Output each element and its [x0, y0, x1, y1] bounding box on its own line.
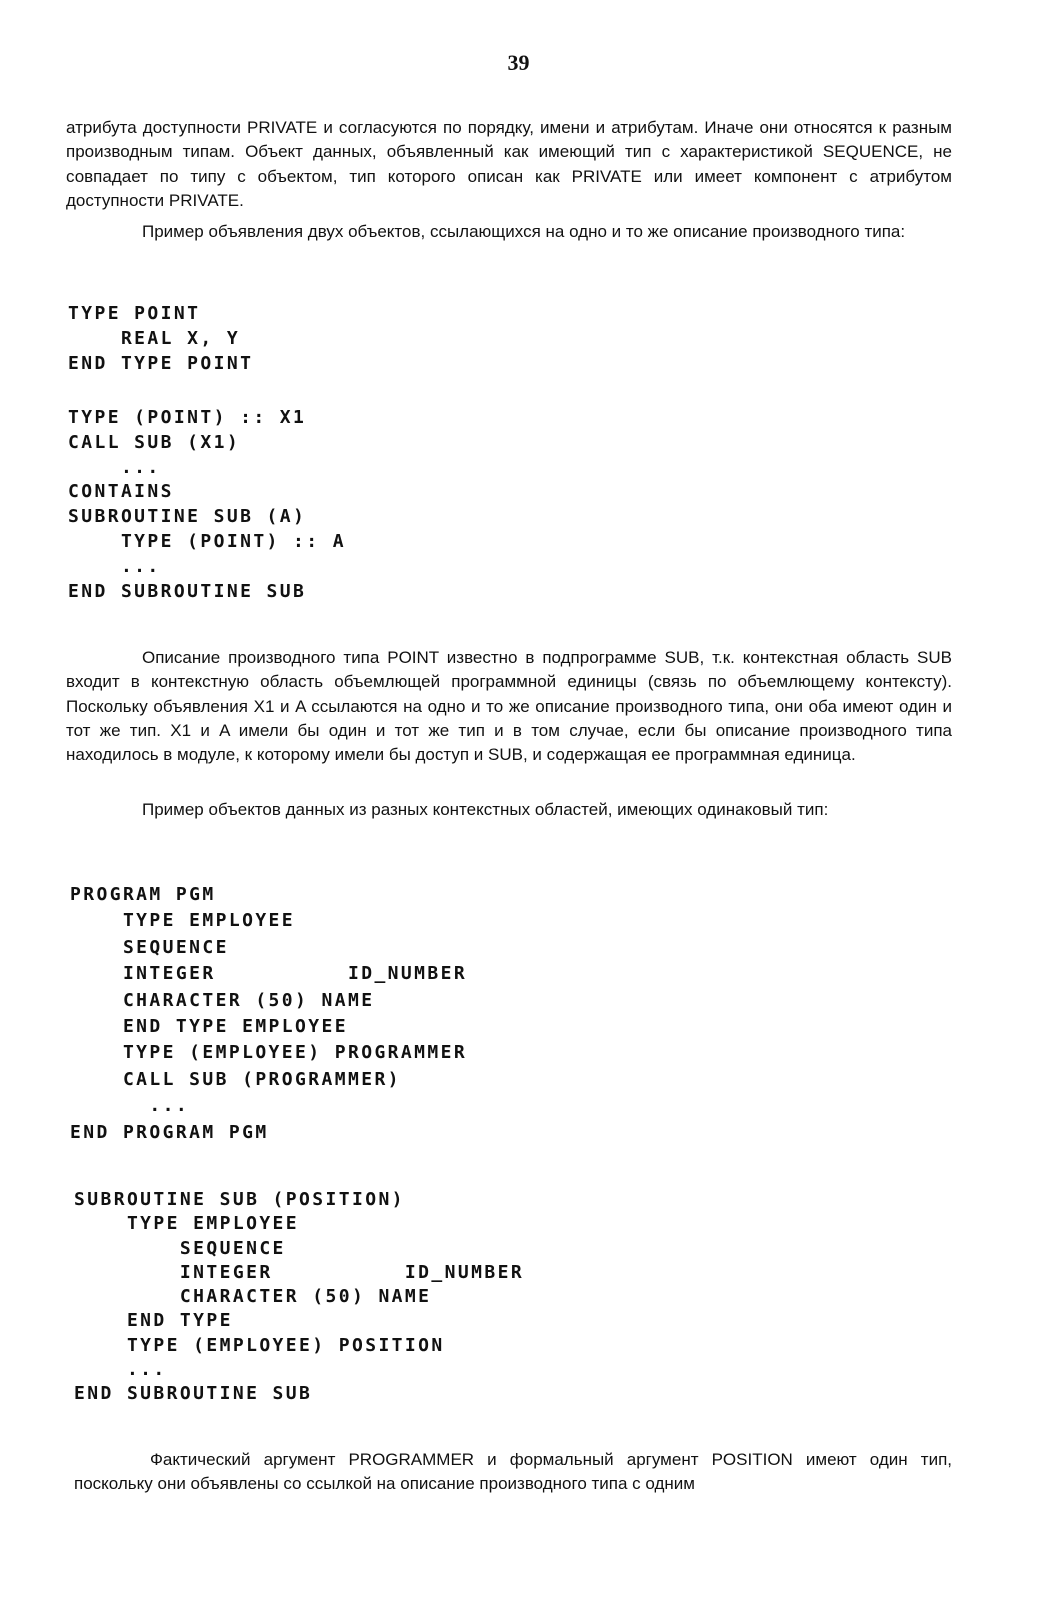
paragraph-scope-example-intro: [66, 798, 952, 822]
code-block-type-point: TYPE POINT REAL X, Y END TYPE POINT: [68, 303, 254, 374]
page-number: 39: [507, 50, 530, 75]
code-block-subroutine-sub: SUBROUTINE SUB (POSITION) TYPE EMPLOYEE SEQUENCE INTEGER ID_NUMBER CHARACTER (50) NAME END TYPE TYPE (EMPLOYEE) POSITION ... END SUBROUTINE SUB: [74, 1189, 525, 1405]
paragraph-text: Описание производного типа POINT известно в подпрограмме SUB, т.к. контекстная область SUB входит в контекстную область объемлющей программной единицы (связь по объемлющему контексту). Поскольку объявления X1 и A ссылаются на одно и то же описание производного типа, они оба имеют один и тот же тип. X1 и A имели бы один и тот же тип и в том случае, если бы описание производного типа находилось в модуле, к которому имели бы доступ и SUB, и содержащая ее программная единица.: [66, 648, 952, 765]
paragraph-example-intro: [66, 220, 952, 244]
paragraph-text: Фактический аргумент PROGRAMMER и формальный аргумент POSITION имеют один тип, поскольку они объявлены со ссылкой на описание производного типа с одним: [74, 1450, 952, 1494]
paragraph-argument-types: [74, 1448, 952, 1497]
code-block-point-usage: TYPE (POINT) :: X1 CALL SUB (X1) ... CONTAINS SUBROUTINE SUB (A) TYPE (POINT) :: A ... END SUBROUTINE SUB: [68, 407, 346, 602]
paragraph-private-access: [66, 116, 952, 213]
paragraph-text: Пример объектов данных из разных контекстных областей, имеющих одинаковый тип:: [142, 800, 829, 819]
paragraph-text: атрибута доступности PRIVATE и согласуются по порядку, имени и атрибутам. Иначе они относятся к разным производным типам. Объект данных, объявленный как имеющий тип с характеристикой SEQUENCE, не совпадает по типу с объектом, тип которого описан как PRIVATE или имеет компонент с атрибутом доступности PRIVATE.: [66, 118, 952, 210]
paragraph-text: Пример объявления двух объектов, ссылающихся на одно и то же описание производного типа:: [142, 222, 906, 241]
paragraph-point-explanation: [66, 646, 952, 767]
code-block-program-pgm: PROGRAM PGM TYPE EMPLOYEE SEQUENCE INTEGER ID_NUMBER CHARACTER (50) NAME END TYPE EMPLOYEE TYPE (EMPLOYEE) PROGRAMMER CALL SUB (PROGRAMMER) ... END PROGRAM PGM: [70, 884, 468, 1143]
